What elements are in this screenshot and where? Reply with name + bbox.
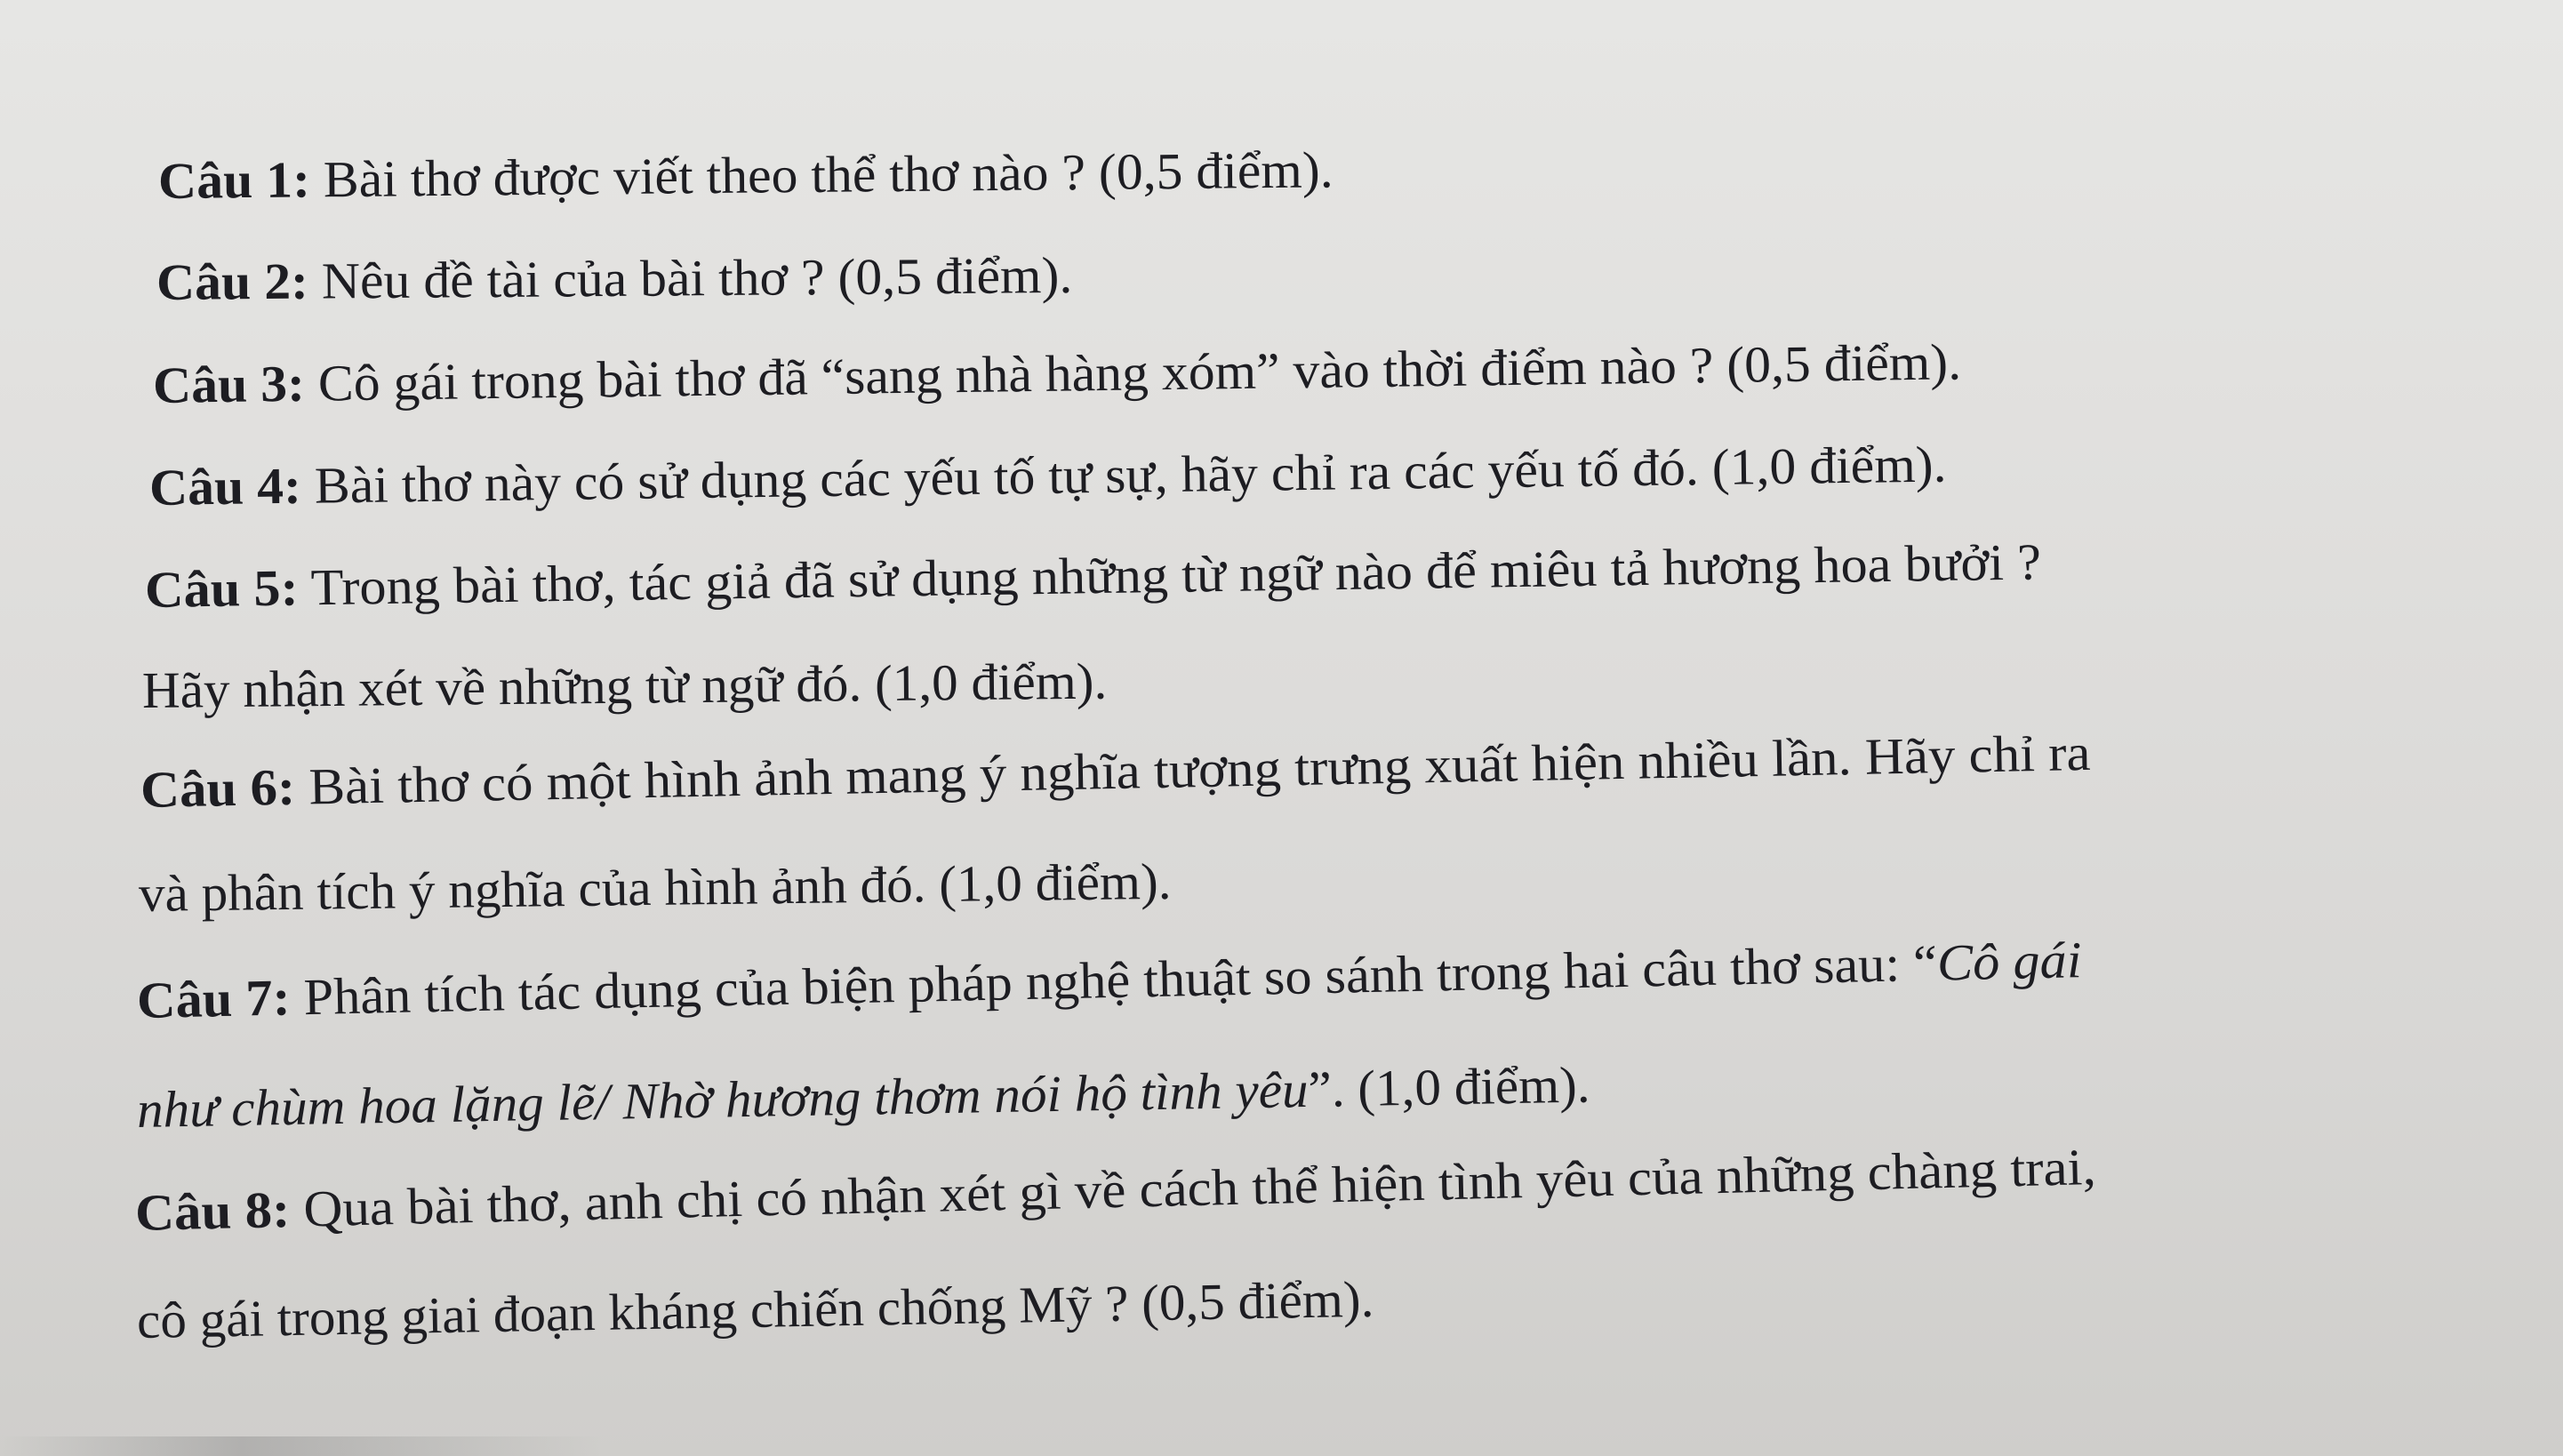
question-text: Bài thơ được viết theo thể thơ nào ? (0,5 điểm). xyxy=(309,140,1334,209)
question-text: Phân tích tác dụng của biện pháp nghệ thuật so sánh trong hai câu thơ sau: “ xyxy=(289,933,1938,1027)
quoted-poem-lines: như chùm hoa lặng lẽ/ Nhờ hương thơm nói hộ tình yêu xyxy=(136,1060,1310,1139)
question-label: Câu 3: xyxy=(152,354,306,414)
question-1 xyxy=(157,140,1334,210)
question-8-continuation xyxy=(136,1269,1374,1349)
question-2 xyxy=(156,245,1073,311)
question-7 xyxy=(136,931,2083,1029)
question-label: Câu 6: xyxy=(140,757,296,819)
question-text: Bài thơ này có sử dụng các yếu tố tự sự, hãy chỉ ra các yếu tố đó. (1,0 điểm). xyxy=(300,435,1947,515)
page-edge-shadow xyxy=(0,1436,605,1456)
question-label: Câu 4: xyxy=(148,456,302,516)
question-6 xyxy=(140,723,2092,819)
question-6-continuation xyxy=(138,852,1172,923)
question-text: Bài thơ có một hình ảnh mang ý nghĩa tượng trưng xuất hiện nhiều lần. Hãy chỉ ra xyxy=(294,723,2092,816)
question-8 xyxy=(134,1138,2097,1242)
question-3 xyxy=(152,332,1962,414)
question-text: Cô gái trong bài thơ đã “sang nhà hàng xóm” vào thời điểm nào ? (0,5 điểm). xyxy=(304,332,1962,412)
question-label: Câu 1: xyxy=(157,150,311,210)
question-4 xyxy=(148,435,1947,516)
question-text-continuation: ”. (1,0 điểm). xyxy=(1307,1055,1591,1118)
question-text: Trong bài thơ, tác giả đã sử dụng những từ ngữ nào để miêu tả hương hoa bưởi ? xyxy=(298,532,2042,617)
question-text-continuation: cô gái trong giai đoạn kháng chiến chống Mỹ ? (0,5 điểm). xyxy=(136,1269,1374,1349)
question-7-continuation xyxy=(136,1055,1591,1139)
question-5 xyxy=(144,532,2042,619)
question-5-continuation xyxy=(141,652,1108,719)
question-text-continuation: và phân tích ý nghĩa của hình ảnh đó. (1,0 điểm). xyxy=(138,852,1172,923)
question-label: Câu 2: xyxy=(156,252,309,311)
question-text: Qua bài thơ, anh chị có nhận xét gì về cách thể hiện tình yêu của những chàng trai, xyxy=(289,1138,2097,1238)
quoted-poem-start: Cô gái xyxy=(1936,931,2083,992)
question-label: Câu 7: xyxy=(136,968,292,1029)
question-label: Câu 5: xyxy=(144,558,300,619)
question-text-continuation: Hãy nhận xét về những từ ngữ đó. (1,0 điểm). xyxy=(141,652,1108,719)
question-label: Câu 8: xyxy=(134,1180,291,1242)
question-text: Nêu đề tài của bài thơ ? (0,5 điểm). xyxy=(308,245,1073,310)
